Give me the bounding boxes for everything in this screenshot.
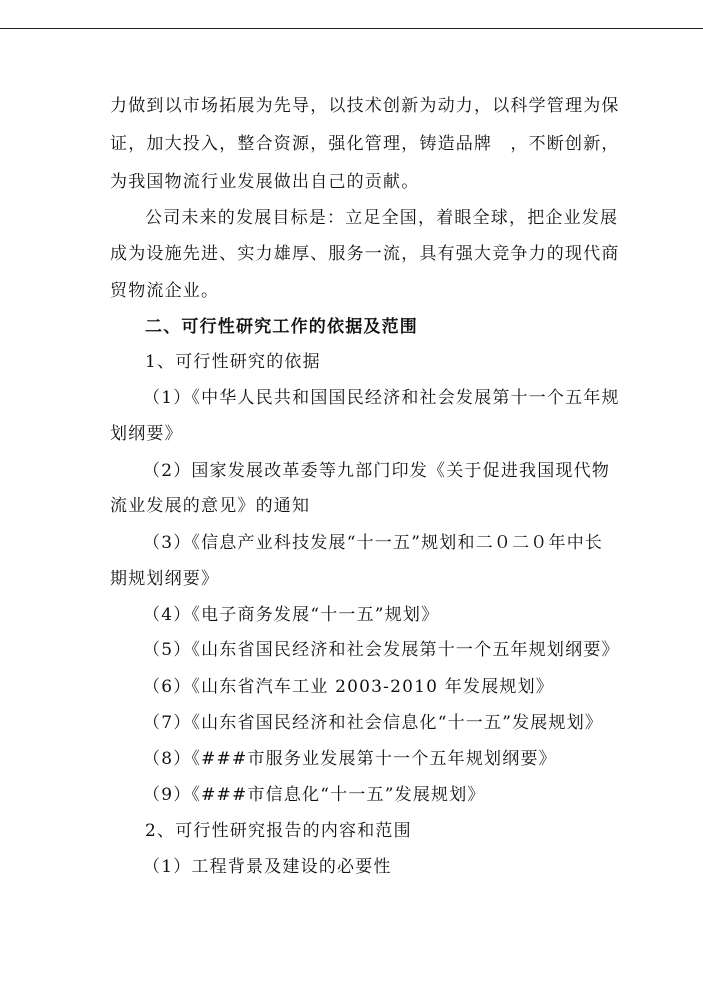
- basis-item-8: （8）《###市服务业发展第十一个五年规划纲要》: [143, 749, 557, 769]
- section-heading: 二、可行性研究工作的依据及范围: [145, 317, 418, 337]
- paragraph-goal-line-2: 成为设施先进、实力雄厚、服务一流，具有强大竞争力的现代商: [110, 244, 620, 264]
- paragraph-goal-line-3: 贸物流企业。: [110, 281, 220, 301]
- header-rule: [0, 28, 703, 29]
- basis-item-1-line-1: （1）《中华人民共和国国民经济和社会发展第十一个五年规: [143, 388, 620, 408]
- paragraph-intro-line-3: 为我国物流行业发展做出自己的贡献。: [110, 172, 420, 192]
- basis-item-7: （7）《山东省国民经济和社会信息化“十一五”发展规划》: [143, 713, 604, 733]
- basis-item-2-line-1: （2）国家发展改革委等九部门印发《关于促进我国现代物: [143, 461, 611, 481]
- scope-item-1: （1）工程背景及建设的必要性: [143, 857, 392, 877]
- basis-item-2-line-2: 流业发展的意见》的通知: [110, 496, 311, 516]
- basis-item-4: （4）《电子商务发展“十一五”规划》: [143, 605, 440, 625]
- subsection-heading-scope: 2、可行性研究报告的内容和范围: [145, 821, 412, 841]
- basis-item-6: （6）《山东省汽车工业 2003-2010 年发展规划》: [143, 677, 554, 697]
- basis-item-1-line-2: 划纲要》: [110, 424, 183, 444]
- paragraph-goal-line-1: 公司未来的发展目标是：立足全国，着眼全球，把企业发展: [145, 208, 619, 228]
- subsection-heading-basis: 1、可行性研究的依据: [145, 352, 321, 372]
- basis-item-3-line-1: （3）《信息产业科技发展“十一五”规划和二０二０年中长: [143, 533, 604, 553]
- basis-item-5: （5）《山东省国民经济和社会发展第十一个五年规划纲要》: [143, 640, 620, 660]
- paragraph-intro-line-2: 证，加大投入，整合资源，强化管理，铸造品牌 ，不断创新，: [110, 134, 620, 154]
- paragraph-intro-line-1: 力做到以市场拓展为先导，以技术创新为动力，以科学管理为保: [110, 96, 620, 116]
- basis-item-3-line-2: 期规划纲要》: [110, 569, 220, 589]
- basis-item-9: （9）《###市信息化“十一五”发展规划》: [143, 785, 486, 805]
